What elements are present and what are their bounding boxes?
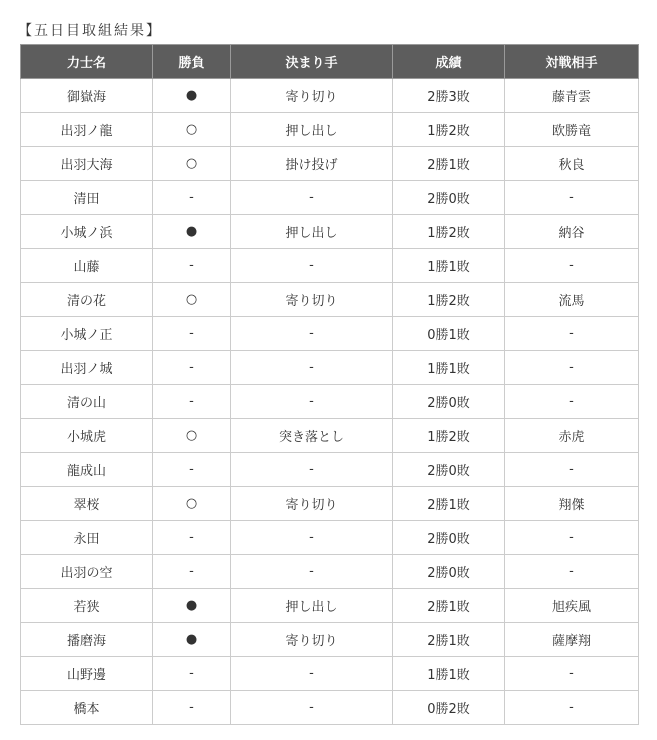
table-row xyxy=(21,113,639,147)
table-body xyxy=(21,79,639,725)
cell-record: 1勝2敗 xyxy=(393,215,505,249)
cell-kimarite: - xyxy=(231,521,393,555)
cell-result: - xyxy=(153,317,231,351)
header-record: 成績 xyxy=(393,45,505,79)
table-header xyxy=(21,45,639,79)
cell-rikishi: 出羽の空 xyxy=(21,555,153,589)
cell-opponent: 秋良 xyxy=(505,147,639,181)
table-row xyxy=(21,351,639,385)
table-row xyxy=(21,589,639,623)
cell-result: - xyxy=(153,351,231,385)
cell-opponent: 赤虎 xyxy=(505,419,639,453)
cell-record: 1勝2敗 xyxy=(393,283,505,317)
cell-record: 2勝1敗 xyxy=(393,623,505,657)
cell-record: 2勝0敗 xyxy=(393,181,505,215)
cell-result: - xyxy=(153,521,231,555)
cell-record: 1勝1敗 xyxy=(393,351,505,385)
cell-record: 1勝2敗 xyxy=(393,113,505,147)
table-row xyxy=(21,385,639,419)
cell-rikishi: 小城ノ正 xyxy=(21,317,153,351)
table-row xyxy=(21,215,639,249)
header-kimarite: 決まり手 xyxy=(231,45,393,79)
table-row xyxy=(21,521,639,555)
cell-rikishi: 清の山 xyxy=(21,385,153,419)
cell-kimarite: 掛け投げ xyxy=(231,147,393,181)
cell-rikishi: 小城ノ浜 xyxy=(21,215,153,249)
cell-opponent: 納谷 xyxy=(505,215,639,249)
header-rikishi: 力士名 xyxy=(21,45,153,79)
table-row xyxy=(21,249,639,283)
table-row xyxy=(21,79,639,113)
table-row xyxy=(21,317,639,351)
cell-result: ○ xyxy=(153,419,231,453)
table-row xyxy=(21,453,639,487)
table-caption: 【五日目取組結果】 xyxy=(18,23,162,39)
cell-kimarite: 突き落とし xyxy=(231,419,393,453)
table-row xyxy=(21,283,639,317)
cell-record: 0勝1敗 xyxy=(393,317,505,351)
cell-record: 2勝0敗 xyxy=(393,521,505,555)
cell-opponent: - xyxy=(505,555,639,589)
cell-opponent: 旭疾風 xyxy=(505,589,639,623)
cell-opponent: 藤青雲 xyxy=(505,79,639,113)
cell-opponent: - xyxy=(505,453,639,487)
cell-rikishi: 清田 xyxy=(21,181,153,215)
cell-result: - xyxy=(153,453,231,487)
cell-record: 1勝1敗 xyxy=(393,657,505,691)
cell-kimarite: - xyxy=(231,317,393,351)
cell-opponent: 翔傑 xyxy=(505,487,639,521)
cell-result: ○ xyxy=(153,147,231,181)
cell-opponent: 欧勝竜 xyxy=(505,113,639,147)
table-row xyxy=(21,555,639,589)
cell-result: ○ xyxy=(153,487,231,521)
cell-record: 2勝0敗 xyxy=(393,385,505,419)
cell-opponent: 薩摩翔 xyxy=(505,623,639,657)
cell-rikishi: 山野邊 xyxy=(21,657,153,691)
cell-opponent: - xyxy=(505,691,639,725)
cell-kimarite: 寄り切り xyxy=(231,487,393,521)
table-row xyxy=(21,181,639,215)
table-row xyxy=(21,487,639,521)
cell-result: ○ xyxy=(153,113,231,147)
cell-opponent: - xyxy=(505,521,639,555)
cell-rikishi: 翠桜 xyxy=(21,487,153,521)
cell-rikishi: 小城虎 xyxy=(21,419,153,453)
cell-opponent: - xyxy=(505,181,639,215)
cell-rikishi: 出羽ノ龍 xyxy=(21,113,153,147)
cell-opponent: - xyxy=(505,657,639,691)
cell-result: ● xyxy=(153,215,231,249)
cell-rikishi: 橋本 xyxy=(21,691,153,725)
cell-record: 1勝1敗 xyxy=(393,249,505,283)
cell-rikishi: 若狭 xyxy=(21,589,153,623)
cell-record: 2勝0敗 xyxy=(393,555,505,589)
cell-opponent: - xyxy=(505,249,639,283)
cell-rikishi: 山藤 xyxy=(21,249,153,283)
table-row xyxy=(21,691,639,725)
cell-kimarite: 寄り切り xyxy=(231,283,393,317)
cell-kimarite: - xyxy=(231,657,393,691)
cell-rikishi: 出羽大海 xyxy=(21,147,153,181)
cell-result: - xyxy=(153,249,231,283)
table-row xyxy=(21,147,639,181)
cell-kimarite: - xyxy=(231,385,393,419)
cell-rikishi: 龍成山 xyxy=(21,453,153,487)
header-result: 勝負 xyxy=(153,45,231,79)
cell-record: 2勝0敗 xyxy=(393,453,505,487)
table-row xyxy=(21,657,639,691)
header-opponent: 対戦相手 xyxy=(505,45,639,79)
cell-result: - xyxy=(153,181,231,215)
cell-opponent: - xyxy=(505,351,639,385)
cell-result: - xyxy=(153,657,231,691)
cell-result: - xyxy=(153,691,231,725)
cell-kimarite: 寄り切り xyxy=(231,623,393,657)
cell-record: 2勝1敗 xyxy=(393,147,505,181)
cell-opponent: 流馬 xyxy=(505,283,639,317)
cell-kimarite: - xyxy=(231,453,393,487)
cell-record: 0勝2敗 xyxy=(393,691,505,725)
cell-kimarite: 寄り切り xyxy=(231,79,393,113)
results-table xyxy=(20,44,639,725)
table-row xyxy=(21,419,639,453)
cell-result: ● xyxy=(153,79,231,113)
cell-rikishi: 播磨海 xyxy=(21,623,153,657)
cell-rikishi: 清の花 xyxy=(21,283,153,317)
cell-record: 2勝1敗 xyxy=(393,487,505,521)
cell-record: 2勝1敗 xyxy=(393,589,505,623)
cell-kimarite: - xyxy=(231,181,393,215)
cell-rikishi: 御嶽海 xyxy=(21,79,153,113)
header-row xyxy=(21,45,639,79)
cell-kimarite: - xyxy=(231,555,393,589)
cell-kimarite: 押し出し xyxy=(231,589,393,623)
cell-kimarite: 押し出し xyxy=(231,215,393,249)
cell-opponent: - xyxy=(505,317,639,351)
cell-result: ○ xyxy=(153,283,231,317)
cell-result: - xyxy=(153,555,231,589)
cell-kimarite: - xyxy=(231,691,393,725)
cell-rikishi: 永田 xyxy=(21,521,153,555)
cell-result: ● xyxy=(153,623,231,657)
cell-kimarite: - xyxy=(231,351,393,385)
cell-result: ● xyxy=(153,589,231,623)
cell-result: - xyxy=(153,385,231,419)
cell-record: 1勝2敗 xyxy=(393,419,505,453)
table-row xyxy=(21,623,639,657)
cell-record: 2勝3敗 xyxy=(393,79,505,113)
cell-kimarite: - xyxy=(231,249,393,283)
cell-kimarite: 押し出し xyxy=(231,113,393,147)
cell-rikishi: 出羽ノ城 xyxy=(21,351,153,385)
cell-opponent: - xyxy=(505,385,639,419)
